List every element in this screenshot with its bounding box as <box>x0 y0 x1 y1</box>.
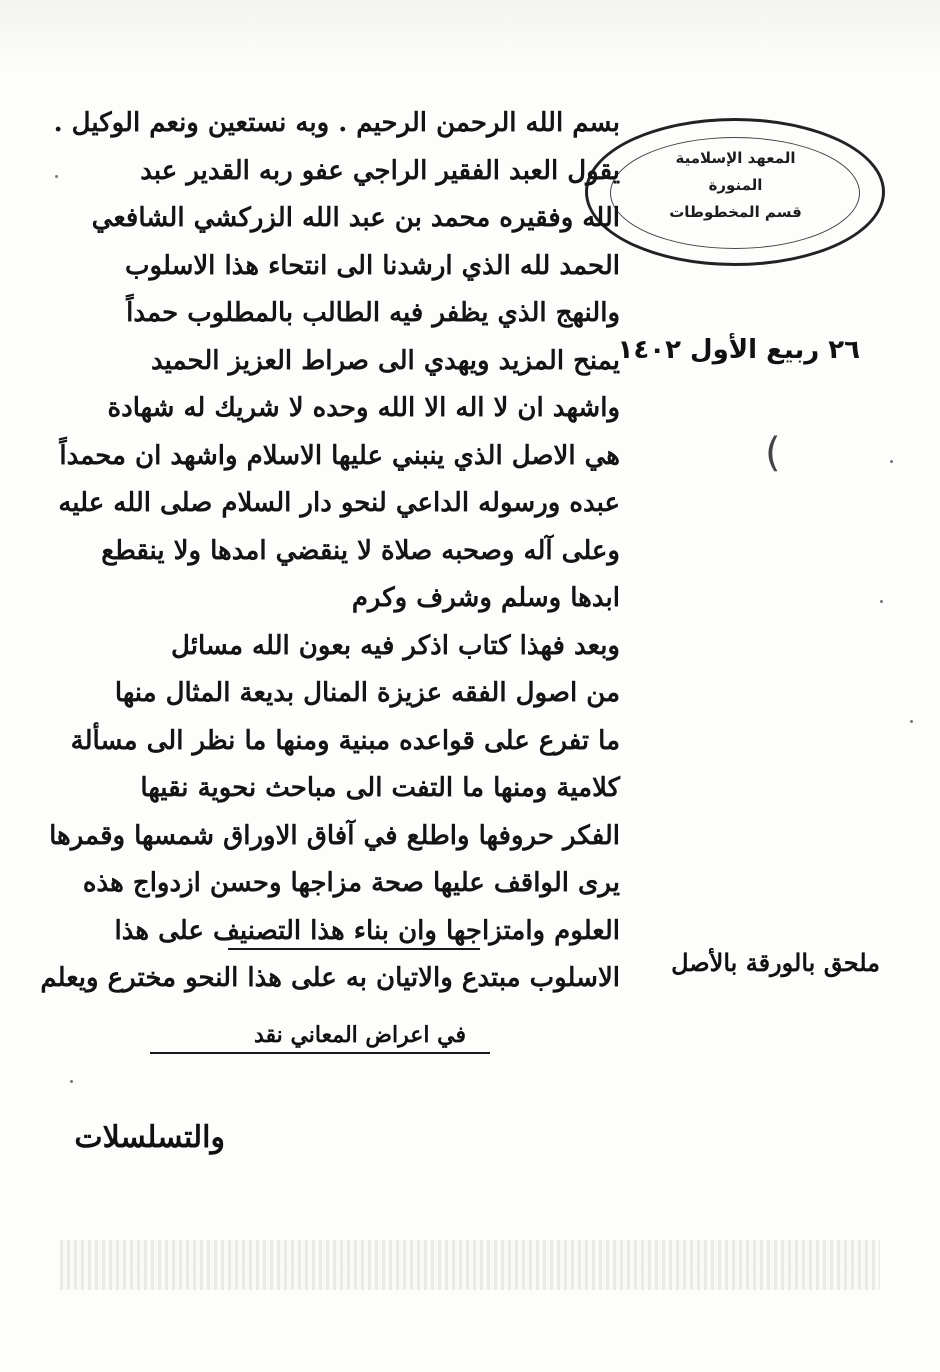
text-line: عبده ورسوله الداعي لنحو دار السلام صلى الله عليه <box>58 488 620 518</box>
text-line: هي الاصل الذي ينبني عليها الاسلام واشهد ان محمداً <box>59 440 620 471</box>
sign-off: والتسلسلات <box>74 1120 225 1155</box>
text-line: من اصول الفقه عزيزة المنال بديعة المثال منها <box>114 678 620 708</box>
text-line: وبعد فهذا كتاب اذكر فيه بعون الله مسائل <box>171 630 620 661</box>
margin-note: ملحق بالورقة بالأصل <box>671 948 880 977</box>
date-stamp: ٢٦ ربيع الأول ١٤٠٢ <box>617 335 860 365</box>
text-line: العلوم وامتزاجها وان بناء هذا التصنيف على هذا <box>114 915 620 946</box>
scan-bottom-edge <box>60 1240 880 1290</box>
text-line: ابدها وسلم وشرف وكرم <box>351 583 620 613</box>
text-underline <box>228 948 480 950</box>
scan-top-edge <box>0 0 940 70</box>
text-line: بسم الله الرحمن الرحيم . وبه نستعين ونعم الوكيل . <box>53 108 620 138</box>
text-line: والنهج الذي يظفر فيه الطالب بالمطلوب حمداً <box>126 298 620 328</box>
seal-line-1: المعهد الإسلامية <box>675 149 796 167</box>
text-line: كلامية ومنها ما التفت الى مباحث نحوية نقيها <box>140 773 620 803</box>
text-line: الفكر حروفها واطلع في آفاق الاوراق شمسها وقمرها <box>49 820 620 851</box>
text-line: يمنح المزيد ويهدي الى صراط العزيز الحميد <box>151 345 620 376</box>
margin-mark: ( <box>765 430 781 476</box>
closing-underline <box>150 1052 490 1054</box>
scan-speck <box>890 460 893 463</box>
closing-line: في اعراض المعاني نقد <box>253 1022 467 1048</box>
seal-line-2: المنورة <box>708 176 763 194</box>
text-line: يقول العبد الفقير الراجي عفو ربه القدير عبد <box>140 155 620 186</box>
text-line: الحمد لله الذي ارشدنا الى انتحاء هذا الاسلوب <box>125 250 620 281</box>
seal-line-3: قسم المخطوطات <box>669 203 802 221</box>
scan-speck <box>910 720 913 723</box>
scan-speck <box>70 1080 73 1083</box>
text-line: الاسلوب مبتدع والاتيان به على هذا النحو مخترع ويعلم <box>40 963 620 993</box>
text-line: يرى الواقف عليها صحة مزاجها وحسن ازدواج هذه <box>82 868 620 898</box>
main-text-block <box>40 100 620 1003</box>
text-line: الله وفقيره محمد بن عبد الله الزركشي الشافعي <box>91 203 620 233</box>
scan-speck <box>880 600 883 603</box>
text-line: واشهد ان لا اله الا الله وحده لا شريك له شهادة <box>107 393 620 423</box>
library-seal <box>585 118 885 266</box>
text-line: وعلى آله وصحبه صلاة لا ينقضي امدها ولا ينقطع <box>101 535 620 566</box>
text-line: ما تفرع على قواعده مبنية ومنها ما نظر الى مسألة <box>70 725 620 756</box>
scan-speck <box>55 175 58 178</box>
